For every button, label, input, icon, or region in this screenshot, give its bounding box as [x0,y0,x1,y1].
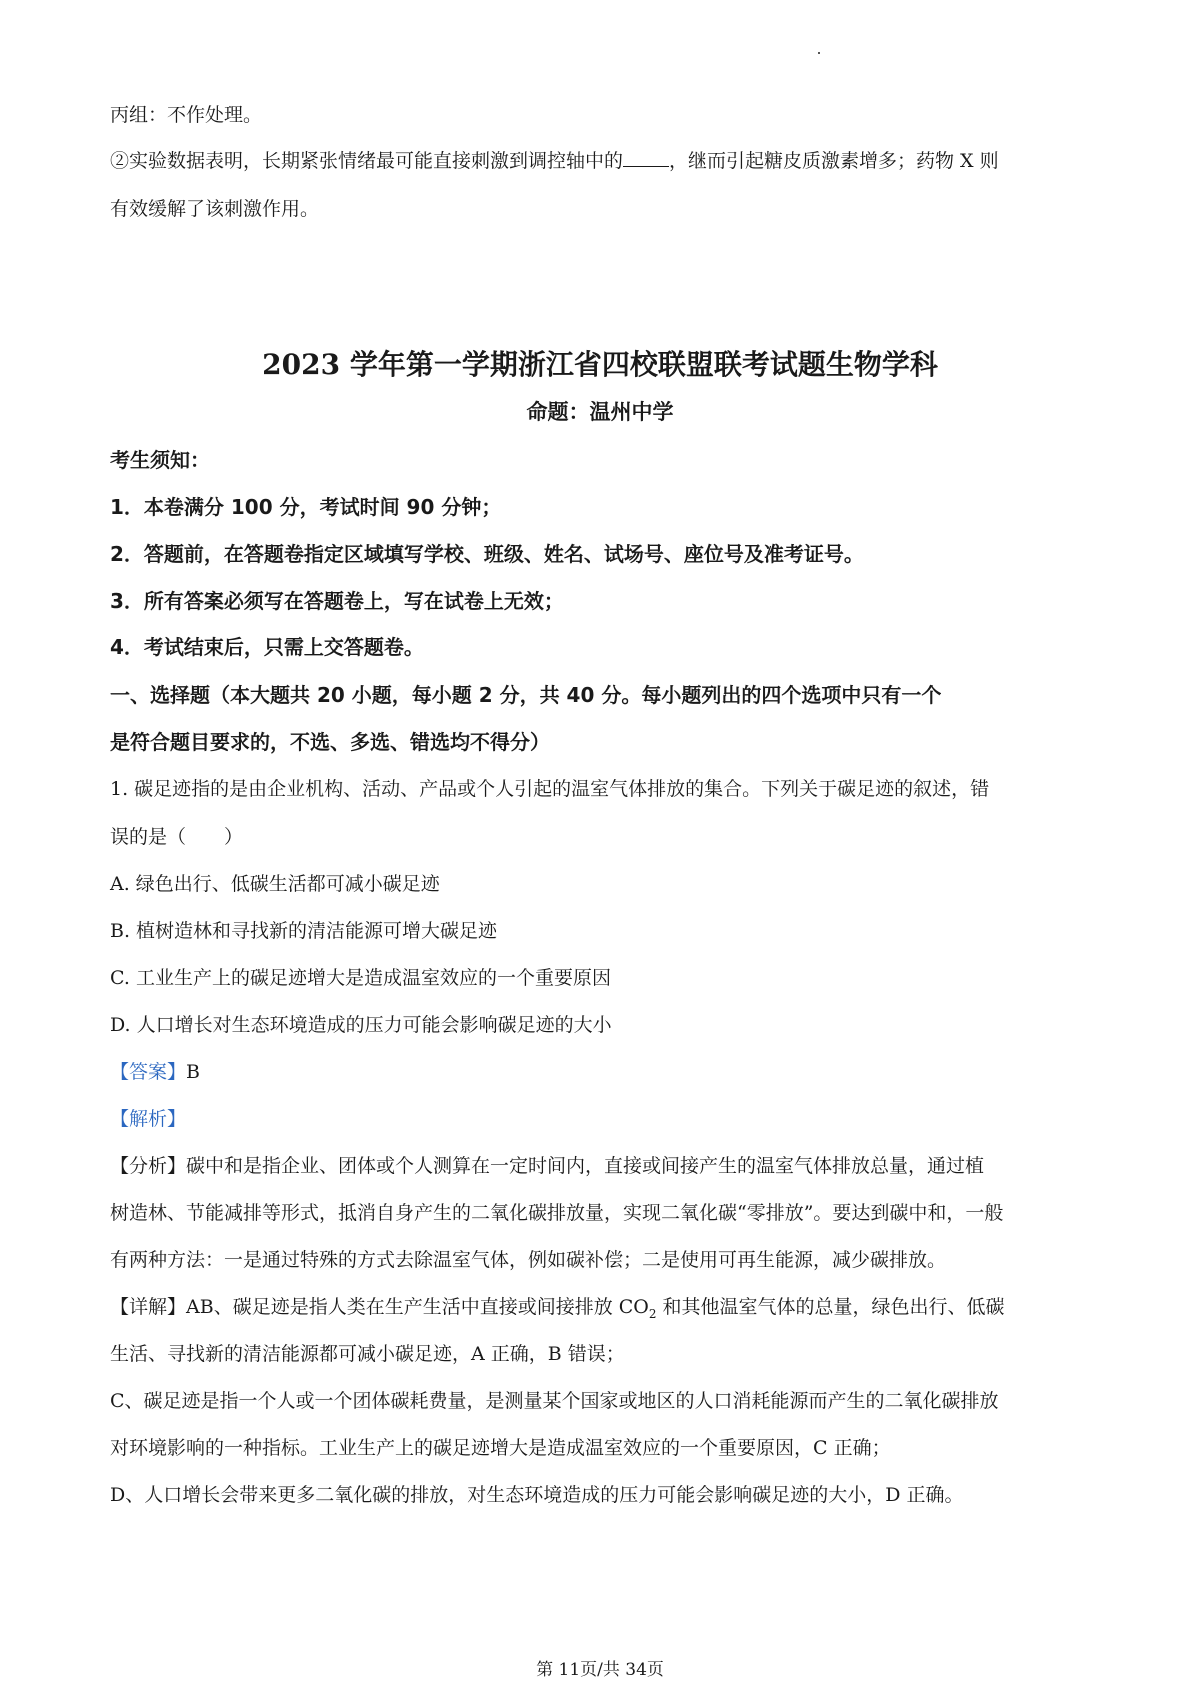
xiangjie-text-a: AB、碳足迹是指人类在生产生活中直接或间接排放 CO [186,1296,649,1318]
notice-item: 4．考试结束后，只需上交答题卷。 [110,635,424,659]
fill-in-blank[interactable] [623,148,669,167]
xiangjie-text-b: 和其他温室气体的总量，绿色出行、低碳 [656,1296,1005,1318]
exam-subtitle: 命题：温州中学 [526,400,674,424]
option-c: C. 工业生产上的碳足迹增大是造成温室效应的一个重要原因 [110,967,611,989]
decorative-dot [818,52,820,54]
notice-item: 1．本卷满分 100 分，考试时间 90 分钟； [110,495,502,519]
q2-text-part1: ②实验数据表明，长期紧张情绪最可能直接刺激到调控轴中的 [110,150,624,172]
notice-heading: 考生须知： [110,448,210,472]
q2-text-part2: ，继而引起糖皮质激素增多；药物 X 则 [669,150,999,172]
fenxi-line-3: 有两种方法：一是通过特殊的方式去除温室气体，例如碳补偿；二是使用可再生能源，减少碳排放。 [110,1249,947,1271]
fenxi-line-2: 树造林、节能减排等形式，抵消自身产生的二氧化碳排放量，实现二氧化碳“零排放”。要达到碳中和，一般 [110,1202,1004,1224]
section-heading-line-1: 一、选择题（本大题共 20 小题，每小题 2 分，共 40 分。每小题列出的四个选项中只有一个 [110,683,942,707]
option-a: A. 绿色出行、低碳生活都可减小碳足迹 [110,873,440,895]
xiangjie-line-5: D、人口增长会带来更多二氧化碳的排放，对生态环境造成的压力可能会影响碳足迹的大小，D 正确。 [110,1484,964,1506]
notice-item: 2．答题前，在答题卷指定区域填写学校、班级、姓名、试场号、座位号及准考证号。 [110,542,864,566]
question-2-line-1 [110,146,1090,176]
xiangjie-line-2: 生活、寻找新的清洁能源都可减小碳足迹，A 正确，B 错误； [110,1343,625,1365]
fenxi-line-1 [110,1151,1090,1181]
answer-tag: 【答案】 [110,1061,187,1083]
fenxi-text: 碳中和是指企业、团体或个人测算在一定时间内，直接或间接产生的温室气体排放总量，通过植 [186,1155,985,1177]
xiangjie-line-4: 对环境影响的一种指标。工业生产上的碳足迹增大是造成温室效应的一个重要原因，C 正确； [110,1437,891,1459]
analysis-tag: 【解析】 [110,1108,187,1130]
section-heading-line-2: 是符合题目要求的，不选、多选、错选均不得分） [110,730,550,754]
xiangjie-line-3: C、碳足迹是指一个人或一个团体碳耗费量，是测量某个国家或地区的人口消耗能源而产生的二氧化碳排放 [110,1390,999,1412]
xiangjie-tag: 【详解】 [110,1296,187,1318]
answer-value: B [186,1061,200,1083]
co2-subscript: 2 [648,1306,657,1321]
group-c-text: 丙组：不作处理。 [110,104,263,126]
xiangjie-line-1 [110,1292,1090,1329]
exam-title: 2023 学年第一学期浙江省四校联盟联考试题生物学科 [262,348,938,381]
question-1-stem-line-1: 1. 碳足迹指的是由企业机构、活动、产品或个人引起的温室气体排放的集合。下列关于碳足迹的叙述，错 [110,778,990,800]
question-2-line-2: 有效缓解了该刺激作用。 [110,198,320,220]
page-footer: 第 11页/共 34页 [536,1660,664,1680]
option-b: B. 植树造林和寻找新的清洁能源可增大碳足迹 [110,920,498,942]
question-1-stem-line-2: 误的是（ ） [110,826,244,848]
answer-line [110,1057,1090,1087]
option-d: D. 人口增长对生态环境造成的压力可能会影响碳足迹的大小 [110,1014,612,1036]
notice-item: 3．所有答案必须写在答题卷上，写在试卷上无效； [110,589,564,613]
fenxi-tag: 【分析】 [110,1155,187,1177]
